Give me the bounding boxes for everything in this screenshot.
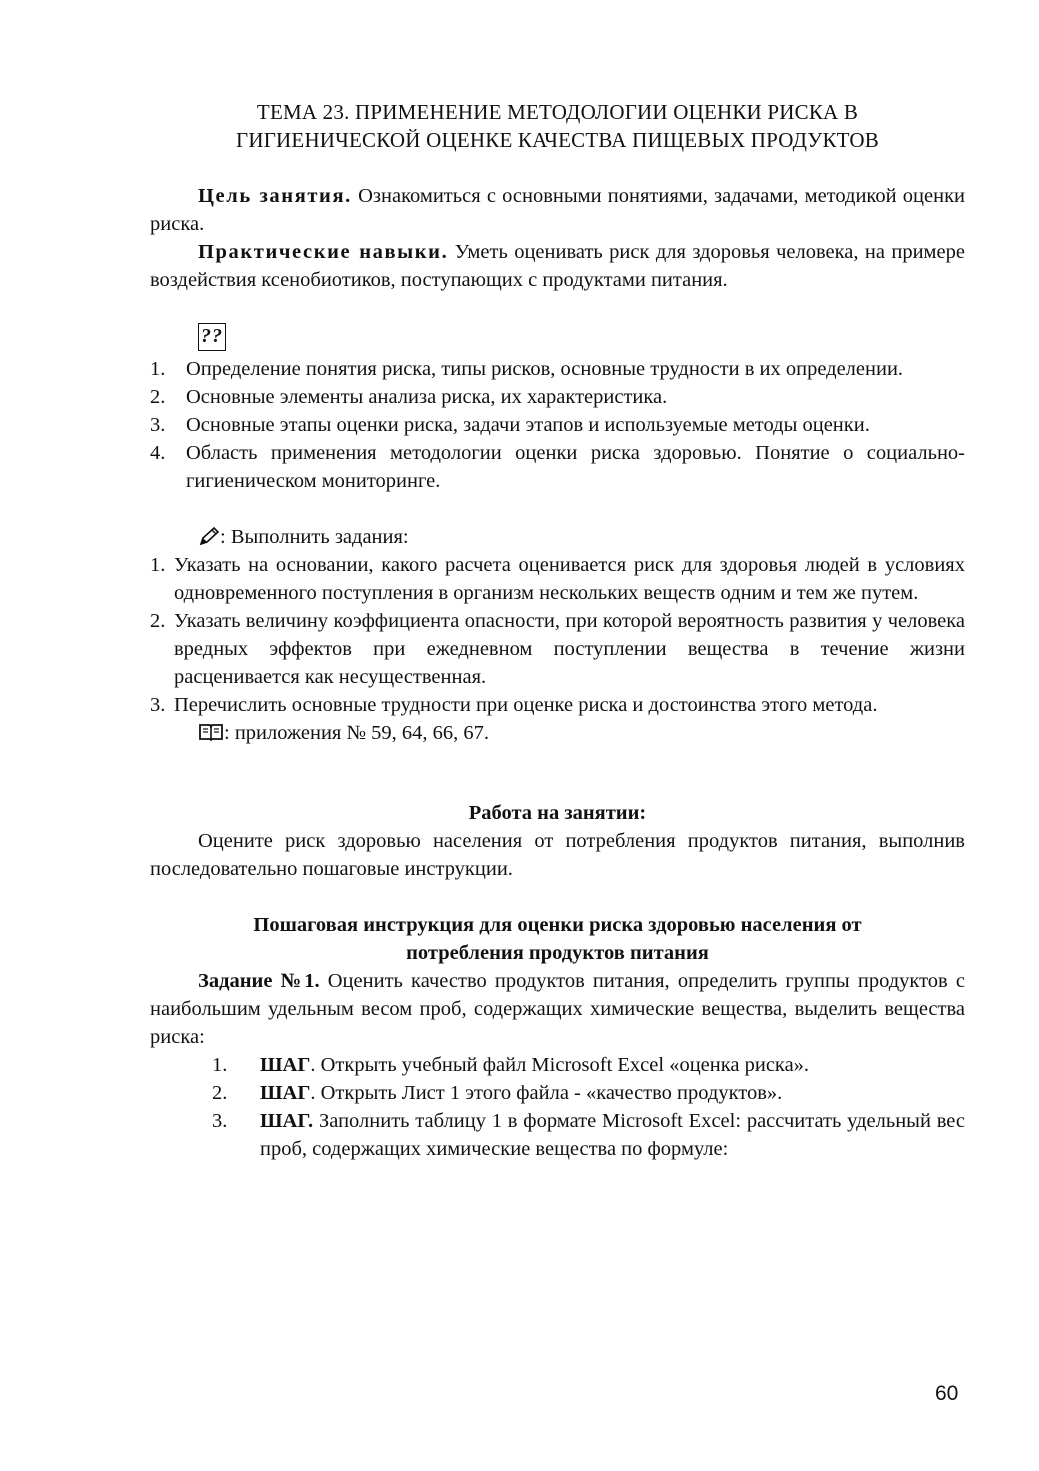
- task1-text: Оценить качество продуктов питания, определить группы продуктов с наибольшим удельным весом проб, содержащих химические вещества, выделить вещества риска:: [150, 970, 965, 1048]
- questions-icon: ??: [198, 323, 226, 351]
- list-item: 1. ШАГ. Открыть учебный файл Microsoft Excel «оценка риска».: [212, 1054, 810, 1076]
- goal-paragraph: [150, 182, 965, 238]
- list-item: 3. Основные этапы оценки риска, задачи этапов и используемые методы оценки.: [150, 414, 870, 436]
- tasks-list: [150, 551, 965, 719]
- questions-icon-row: [150, 322, 965, 351]
- document-page: [150, 98, 965, 1163]
- list-item: 2. Основные элементы анализа риска, их характеристика.: [150, 386, 668, 408]
- task1-paragraph: [150, 967, 965, 1051]
- list-item: 1. Указать на основании, какого расчета оценивается риск для здоровья людей в условиях одновременного поступления в организм нескольких веществ одним и тем же путем.: [150, 554, 965, 604]
- tasks-label-row: [150, 523, 965, 551]
- references-row: [150, 719, 965, 747]
- tasks-label: : Выполнить задания:: [220, 526, 409, 548]
- work-paragraph: Оцените риск здоровью населения от потребления продуктов питания, выполнив последовательно пошаговые инструкции.: [150, 830, 965, 880]
- list-item: 3. Перечислить основные трудности при оценке риска и достоинства этого метода.: [150, 694, 878, 716]
- references-text: : приложения № 59, 64, 66, 67.: [224, 722, 490, 744]
- page-number: 60: [935, 1382, 959, 1405]
- instruction-heading-line-1: Пошаговая инструкция для оценки риска здоровью населения от: [253, 914, 862, 936]
- instruction-heading: [150, 911, 965, 967]
- pencil-icon: [198, 526, 220, 546]
- skills-label: Практические навыки.: [198, 241, 449, 263]
- book-icon: [198, 722, 224, 742]
- task1-label: Задание №1.: [198, 970, 320, 992]
- questions-list: [150, 355, 965, 495]
- title-line-1: ТЕМА 23. ПРИМЕНЕНИЕ МЕТОДОЛОГИИ ОЦЕНКИ РИСКА В: [256, 100, 859, 124]
- goal-label: Цель занятия.: [198, 185, 352, 207]
- list-item: 4. Область применения методологии оценки риска здоровью. Понятие о социально-гигиеническом мониторинге.: [150, 442, 965, 492]
- page-title: [150, 98, 965, 154]
- list-item: 1. Определение понятия риска, типы рисков, основные трудности в их определении.: [150, 358, 904, 380]
- work-heading: Работа на занятии:: [468, 802, 647, 824]
- steps-list: [150, 1051, 965, 1163]
- goal-text: Ознакомиться с основными понятиями, задачами, методикой оценки риска.: [150, 185, 965, 235]
- skills-text: Уметь оценивать риск для здоровья человека, на примере воздействия ксенобиотиков, поступающих с продуктами питания.: [150, 241, 965, 291]
- instruction-heading-line-2: потребления продуктов питания: [406, 942, 709, 964]
- list-item: 3. ШАГ. Заполнить таблицу 1 в формате Microsoft Excel: рассчитать удельный вес проб, содержащих химические вещества по формуле:: [212, 1110, 965, 1160]
- list-item: 2. Указать величину коэффициента опасности, при которой вероятность развития у человека вредных эффектов при ежедневном поступлении вещества в течение жизни расценивается как несущественная.: [150, 610, 965, 688]
- title-line-2: ГИГИЕНИЧЕСКОЙ ОЦЕНКЕ КАЧЕСТВА ПИЩЕВЫХ ПРОДУКТОВ: [236, 128, 879, 152]
- skills-paragraph: [150, 238, 965, 294]
- list-item: 2. ШАГ. Открыть Лист 1 этого файла - «качество продуктов».: [212, 1082, 783, 1104]
